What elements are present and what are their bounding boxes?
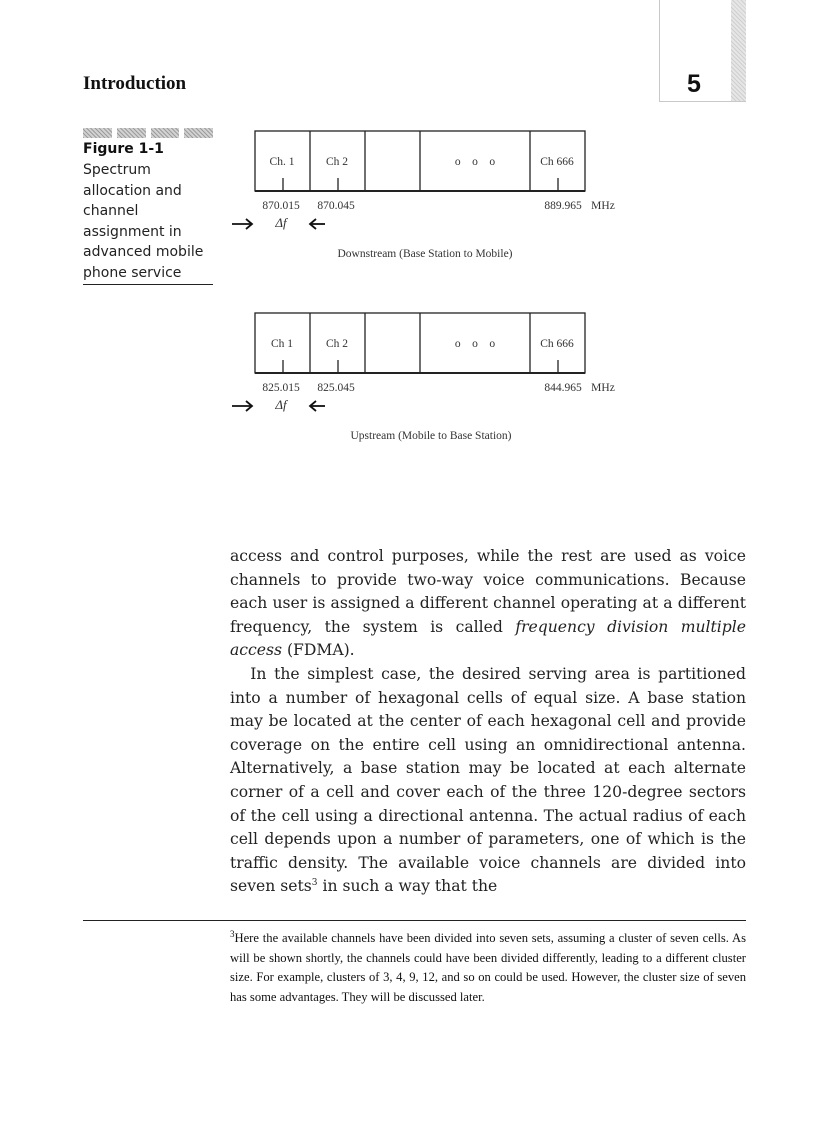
caption-rule — [83, 284, 213, 285]
upstream-diagram — [225, 307, 645, 447]
downstream-delta-f: Δf — [275, 215, 287, 230]
downstream-freq-start: 870.015 — [262, 200, 300, 212]
footnote — [230, 929, 746, 1007]
upstream-title: Upstream (Mobile to Base Station) — [350, 430, 512, 442]
caption-decor-bars — [83, 128, 213, 138]
fdma-term: frequency division multiple access — [230, 617, 746, 660]
downstream-unit: MHz — [591, 200, 615, 212]
upstream-ellipsis: o o o — [454, 338, 496, 350]
upstream-channel-1: Ch 1 — [270, 338, 294, 350]
upstream-freq-start: 825.015 — [262, 382, 300, 394]
body-text — [230, 545, 746, 899]
page-tab-shading — [731, 0, 746, 101]
footnote-rule — [83, 920, 746, 921]
upstream-unit: MHz — [591, 382, 615, 394]
page-number: 5 — [687, 70, 701, 98]
footnote-text: Here the available channels have been divided into seven sets, assuming a cluster of seven cells. As will be shown shortly, the channels could have been divided differently, leading to a different cluster size. For example, clusters of 3, 4, 9, 12, and so on could be used. However, the cluster size of seven has some advantages. They will be discussed later. — [230, 931, 746, 1004]
downstream-ellipsis: o o o — [454, 156, 496, 168]
upstream-channel-666: Ch 666 — [540, 338, 574, 350]
footnote-marker: 3 — [230, 928, 235, 939]
downstream-freq-end: 889.965 — [544, 200, 582, 212]
downstream-title: Downstream (Base Station to Mobile) — [337, 248, 513, 260]
upstream-delta-f: Δf — [275, 397, 287, 412]
running-head: Introduction — [83, 73, 187, 94]
footnote-ref[interactable]: 3 — [311, 878, 318, 889]
paragraph-hexagonal-cells: In the simplest case, the desired serving area is partitioned into a number of hexagonal cells of equal size. A base station may be located at the center of each hexagonal cell and provide coverage on the entire cell using an omnidirectional antenna. Alternatively, a base station may be located at each alternate corner of a cell and cover each of the three 120-degree sectors of the cell using a directional antenna. The actual radius of each cell depends upon a number of parameters, one of which is the traffic density. The available voice channels are divided into seven sets$^3$ in such a way that the — [230, 664, 746, 896]
downstream-channel-1: Ch. 1 — [269, 156, 295, 168]
figure-caption: Spectrum allocation and channel assignment in advanced mobile phone service — [83, 162, 204, 281]
upstream-channel-2: Ch 2 — [325, 338, 349, 350]
downstream-channel-666: Ch 666 — [540, 156, 574, 168]
downstream-freq-second: 870.045 — [317, 200, 355, 212]
figure-label: Figure 1-1 — [83, 141, 164, 157]
upstream-freq-second: 825.045 — [317, 382, 355, 394]
upstream-freq-end: 844.965 — [544, 382, 582, 394]
downstream-diagram — [225, 125, 645, 265]
paragraph-fdma: access and control purposes, while the rest are used as voice channels to provide two-way voice communications. Because each user is assigned a different channel operating at a different frequency, the system is called frequency division multiple access (FDMA). — [230, 547, 746, 660]
downstream-channel-2: Ch 2 — [325, 156, 349, 168]
